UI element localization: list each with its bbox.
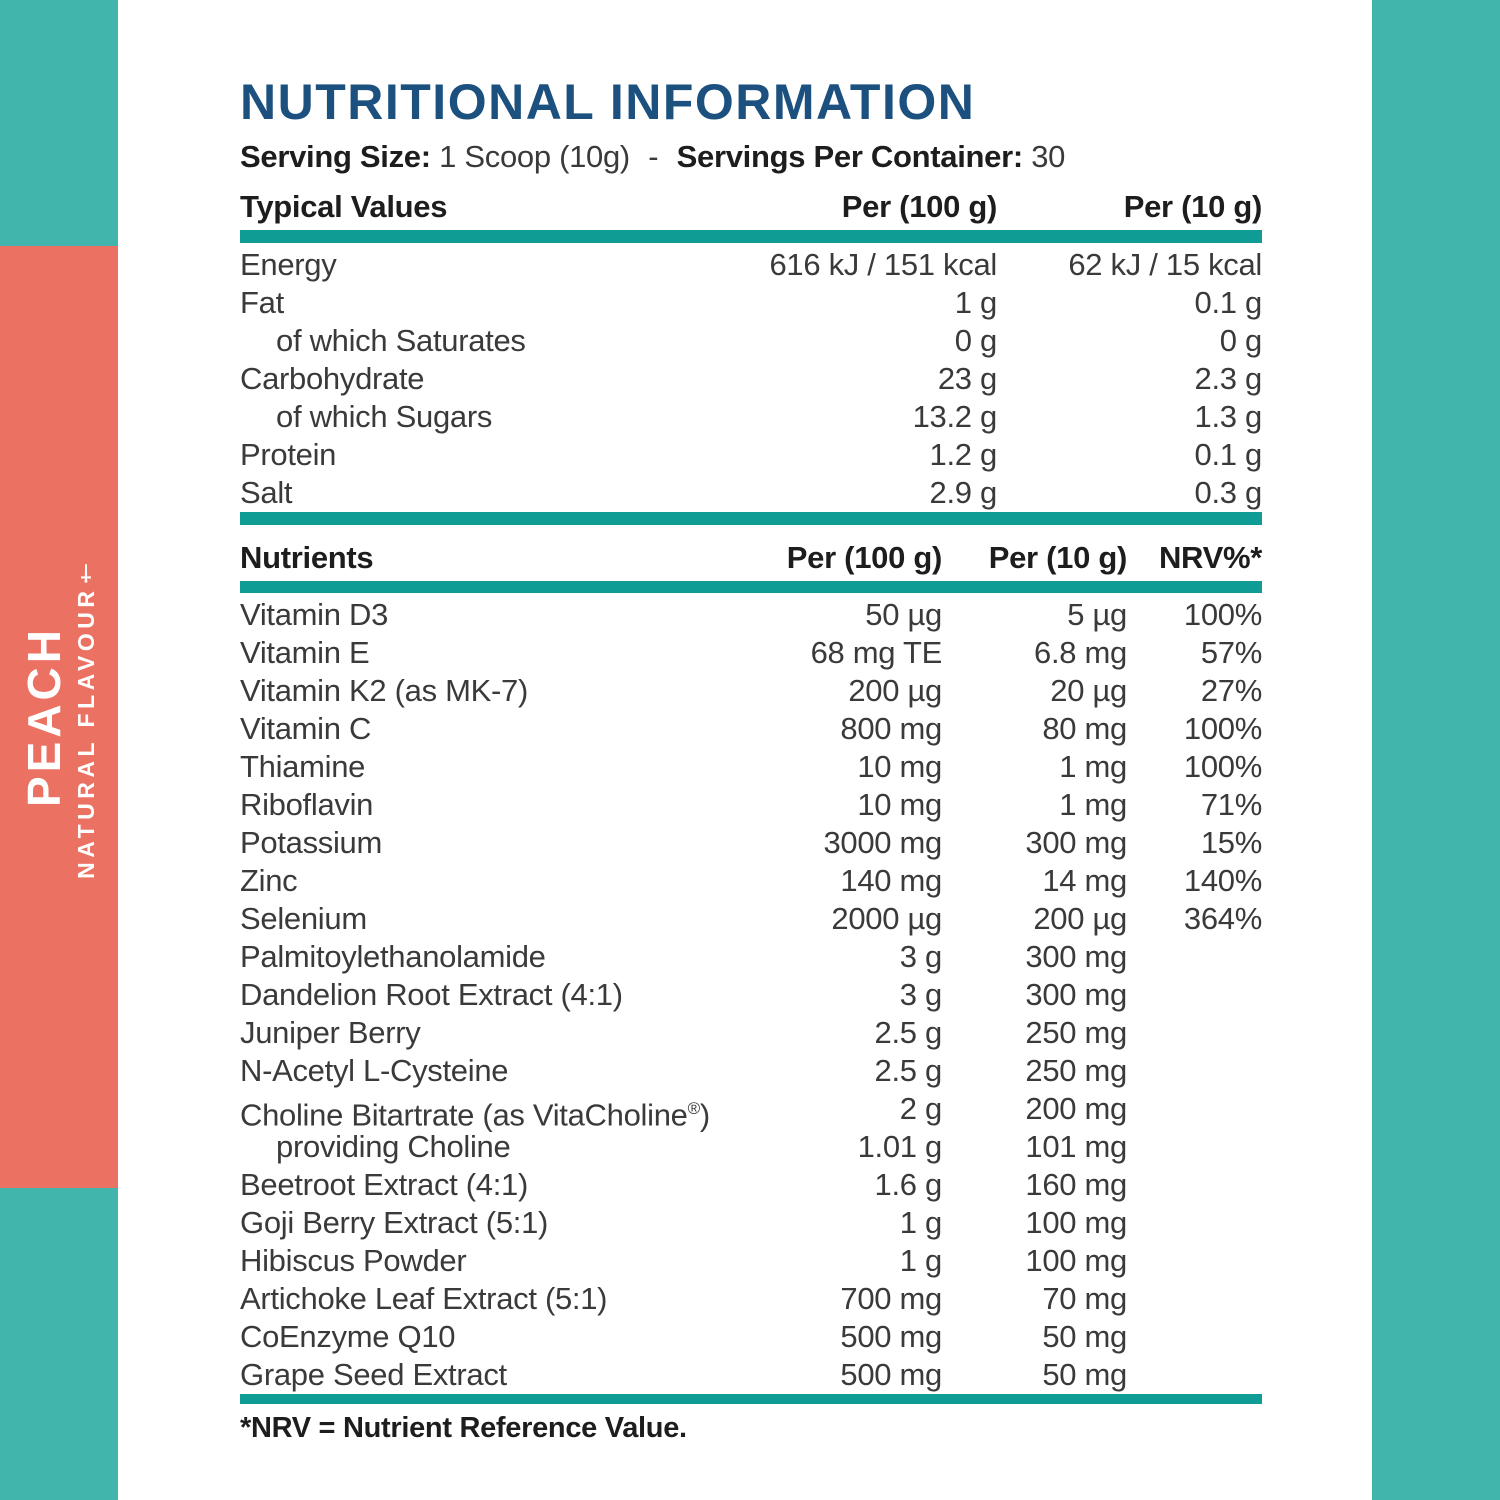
nutrient-row: [240, 1166, 1262, 1204]
nrv-footnote: *NRV = Nutrient Reference Value.: [240, 1412, 687, 1444]
row-label: Energy: [240, 247, 337, 282]
row-label: providing Choline: [276, 1129, 511, 1164]
nutrients-header: [240, 541, 1262, 575]
typical-values-row: [240, 322, 1262, 360]
row-label: Fat: [240, 285, 284, 320]
row-label: Vitamin E: [240, 635, 370, 670]
nrv-value: 27%: [1200, 673, 1262, 708]
servings-per-container-label: Servings Per Container:: [676, 139, 1023, 174]
row-label: Beetroot Extract (4:1): [240, 1167, 529, 1202]
nutrient-row: [240, 1052, 1262, 1090]
right-color-strip: [1372, 0, 1500, 1500]
typical-values-row: [240, 474, 1262, 512]
left-strip-teal-top: [0, 0, 118, 246]
nutrient-row: [240, 1128, 1262, 1166]
per-10g-value: 6.8 mg: [1034, 635, 1127, 670]
typical-values-row: [240, 436, 1262, 474]
per-100g-value: 68 mg TE: [810, 635, 942, 670]
nrv-value: 100%: [1183, 749, 1262, 784]
per-10g-value: 80 mg: [1042, 711, 1127, 746]
per-10g-value: 250 mg: [1025, 1053, 1127, 1088]
flavor-name: PEACH: [17, 626, 70, 808]
serving-line: [240, 140, 1262, 174]
nrv-value: 71%: [1200, 787, 1262, 822]
per-100g-value: 2000 µg: [831, 901, 942, 936]
row-label: Artichoke Leaf Extract (5:1): [240, 1281, 608, 1316]
per-100g-value: 1.01 g: [857, 1129, 942, 1164]
page-title: NUTRITIONAL INFORMATION: [240, 74, 976, 130]
per-100g-value: 200 µg: [848, 673, 942, 708]
per-100g-value: 1 g: [899, 1243, 942, 1278]
typical-values-row: [240, 284, 1262, 322]
nutrient-row: [240, 1318, 1262, 1356]
nutrient-row: [240, 1090, 1262, 1133]
per-100g-value: 2.9 g: [929, 475, 997, 510]
row-label: Dandelion Root Extract (4:1): [240, 977, 623, 1012]
per-100g-value: 50 µg: [865, 597, 942, 632]
nutrient-row: [240, 634, 1262, 672]
row-label: Palmitoylethanolamide: [240, 939, 546, 974]
per-10g-value: 100 mg: [1025, 1205, 1127, 1240]
per-10g-value: 200 mg: [1025, 1091, 1127, 1126]
nrv-value: 140%: [1183, 863, 1262, 898]
divider-rule-mid: [240, 512, 1262, 525]
per-10g-value: 1 mg: [1059, 787, 1127, 822]
per-10g-value: 20 µg: [1050, 673, 1127, 708]
per-10g-value: 300 mg: [1025, 939, 1127, 974]
per-100g-value: 500 mg: [840, 1357, 942, 1392]
per-100g-value: 800 mg: [840, 711, 942, 746]
left-strip-teal-bottom: [0, 1188, 118, 1500]
nutrients-per-10g-column-header: Per (10 g): [988, 540, 1127, 575]
per-100g-value: 13.2 g: [912, 399, 997, 434]
row-label: Juniper Berry: [240, 1015, 421, 1050]
row-label: of which Sugars: [276, 399, 493, 434]
nutrient-row: [240, 938, 1262, 976]
nutrient-row: [240, 1204, 1262, 1242]
row-label: Vitamin K2 (as MK-7): [240, 673, 529, 708]
per-100g-value: 2.5 g: [874, 1053, 942, 1088]
nutrient-row: [240, 976, 1262, 1014]
flavor-banner: [0, 246, 118, 1188]
row-label: Choline Bitartrate (as VitaCholine®): [240, 1097, 710, 1133]
per-10g-value: 50 mg: [1042, 1319, 1127, 1354]
per-100g-value: 616 kJ / 151 kcal: [769, 247, 997, 282]
left-color-strip: [0, 0, 118, 1500]
per-100g-value: 700 mg: [840, 1281, 942, 1316]
serving-separator: -: [648, 139, 659, 174]
typical-values-title: Typical Values: [240, 189, 448, 224]
nutrient-row: [240, 596, 1262, 634]
divider-rule-top: [240, 230, 1262, 243]
per-10g-value: 300 mg: [1025, 825, 1127, 860]
per-100g-value: 3 g: [899, 939, 942, 974]
row-label: Vitamin C: [240, 711, 372, 746]
typical-values-row: [240, 360, 1262, 398]
serving-size-label: Serving Size:: [240, 139, 431, 174]
per-10g-value: 1 mg: [1059, 749, 1127, 784]
per-10g-value: 200 µg: [1033, 901, 1127, 936]
per-100g-value: 140 mg: [840, 863, 942, 898]
row-label: Selenium: [240, 901, 367, 936]
per-10g-value: 0.1 g: [1194, 285, 1262, 320]
flavor-subtitle: NATURAL FLAVOUR†: [72, 555, 99, 879]
per-100g-value: 1.6 g: [874, 1167, 942, 1202]
nutrients-table: [240, 596, 1262, 1394]
row-label: Vitamin D3: [240, 597, 389, 632]
nutrient-row: [240, 672, 1262, 710]
divider-rule-bottom: [240, 1394, 1262, 1404]
per-10g-value: 250 mg: [1025, 1015, 1127, 1050]
per-10g-value: 160 mg: [1025, 1167, 1127, 1202]
per-100g-value: 3000 mg: [823, 825, 942, 860]
per-10g-value: 0.3 g: [1194, 475, 1262, 510]
row-label: Thiamine: [240, 749, 366, 784]
per-10g-value: 62 kJ / 15 kcal: [1068, 247, 1262, 282]
nutrient-row: [240, 786, 1262, 824]
row-label: Salt: [240, 475, 293, 510]
nutrient-row: [240, 1280, 1262, 1318]
per-10g-value: 5 µg: [1067, 597, 1127, 632]
typical-values-header: [240, 190, 1262, 224]
nutrient-row: [240, 1242, 1262, 1280]
row-label: CoEnzyme Q10: [240, 1319, 456, 1354]
per-100g-value: 2.5 g: [874, 1015, 942, 1050]
per-10g-value: 50 mg: [1042, 1357, 1127, 1392]
row-label: of which Saturates: [276, 323, 526, 358]
per-10g-value: 14 mg: [1042, 863, 1127, 898]
nutrient-row: [240, 1356, 1262, 1394]
row-label: N-Acetyl L-Cysteine: [240, 1053, 509, 1088]
nrv-value: 364%: [1183, 901, 1262, 936]
nutrient-row: [240, 862, 1262, 900]
per-10g-value: 0.1 g: [1194, 437, 1262, 472]
row-label: Protein: [240, 437, 337, 472]
nutrients-nrv-column-header: NRV%*: [1158, 540, 1262, 575]
serving-size-value: 1 Scoop (10g): [439, 139, 630, 174]
label-content: [240, 0, 1262, 1445]
per-10g-value: 101 mg: [1025, 1129, 1127, 1164]
row-label: Carbohydrate: [240, 361, 425, 396]
per-10g-value: 300 mg: [1025, 977, 1127, 1012]
nrv-value: 100%: [1183, 711, 1262, 746]
per-10g-value: 1.3 g: [1194, 399, 1262, 434]
tv-per-100g-column-header: Per (100 g): [841, 189, 997, 224]
nutrient-row: [240, 900, 1262, 938]
nutrients-per-100g-column-header: Per (100 g): [786, 540, 942, 575]
row-label: Zinc: [240, 863, 298, 898]
nrv-value: 57%: [1200, 635, 1262, 670]
typical-values-row: [240, 246, 1262, 284]
per-10g-value: 2.3 g: [1194, 361, 1262, 396]
per-100g-value: 2 g: [899, 1091, 942, 1126]
per-100g-value: 0 g: [954, 323, 997, 358]
row-label: Goji Berry Extract (5:1): [240, 1205, 549, 1240]
nutrient-row: [240, 710, 1262, 748]
registered-trademark-symbol: ®: [687, 1099, 700, 1118]
divider-rule-nutrients: [240, 581, 1262, 593]
per-100g-value: 10 mg: [857, 787, 942, 822]
nutrient-row: [240, 824, 1262, 862]
typical-values-row: [240, 398, 1262, 436]
nutrients-title: Nutrients: [240, 540, 374, 575]
per-100g-value: 1 g: [899, 1205, 942, 1240]
per-100g-value: 3 g: [899, 977, 942, 1012]
row-label: Riboflavin: [240, 787, 374, 822]
typical-values-table: [240, 246, 1262, 512]
tv-per-10g-column-header: Per (10 g): [1123, 189, 1262, 224]
nutrient-row: [240, 748, 1262, 786]
per-10g-value: 70 mg: [1042, 1281, 1127, 1316]
nutrient-row: [240, 1014, 1262, 1052]
per-100g-value: 10 mg: [857, 749, 942, 784]
per-100g-value: 1.2 g: [929, 437, 997, 472]
per-100g-value: 500 mg: [840, 1319, 942, 1354]
per-10g-value: 0 g: [1219, 323, 1262, 358]
servings-per-container-value: 30: [1031, 139, 1066, 174]
per-100g-value: 1 g: [954, 285, 997, 320]
row-label: Potassium: [240, 825, 383, 860]
row-label: Hibiscus Powder: [240, 1243, 467, 1278]
per-10g-value: 100 mg: [1025, 1243, 1127, 1278]
per-100g-value: 23 g: [937, 361, 997, 396]
row-label: Grape Seed Extract: [240, 1357, 507, 1392]
nrv-value: 15%: [1200, 825, 1262, 860]
nrv-value: 100%: [1183, 597, 1262, 632]
